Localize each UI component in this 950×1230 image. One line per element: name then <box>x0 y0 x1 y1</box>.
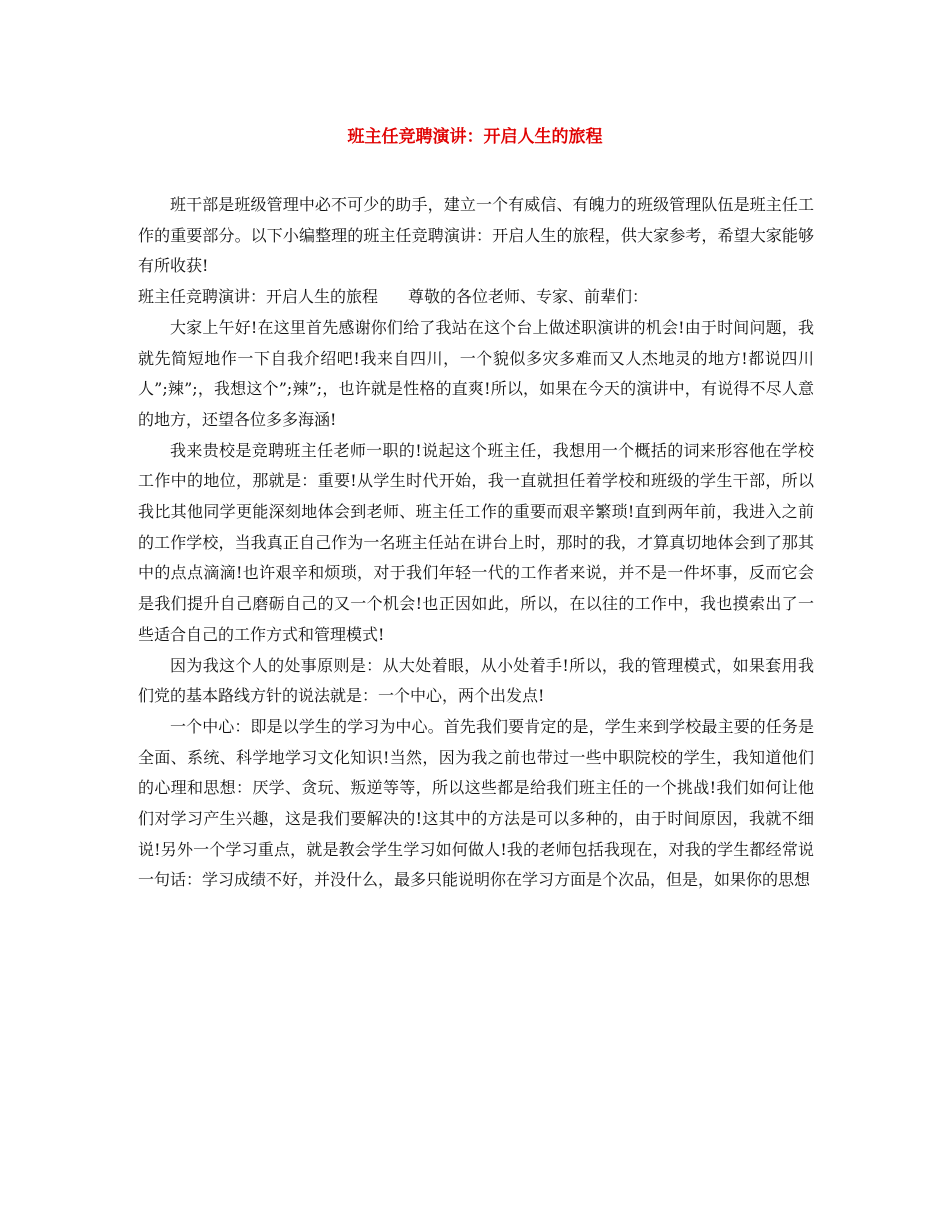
paragraph-position: 我来贵校是竞聘班主任老师一职的!说起这个班主任，我想用一个概括的词来形容他在学校工作中的地位，那就是：重要!从学生时代开始，我一直就担任着学校和班级的学生干部，所以我比其他同学更能深刻地体会到老师、班主任工作的重要而艰辛繁琐!直到两年前，我进入之前的工作学校，当我真正自己作为一名班主任站在讲台上时，那时的我，才算真切地体会到了那其中的点点滴滴!也许艰辛和烦琐，对于我们年轻一代的工作者来说，并不是一件坏事，反而它会是我们提升自己磨砺自己的又一个机会!也正因如此，所以，在以往的工作中，我也摸索出了一些适合自己的工作方式和管理模式! <box>138 440 814 644</box>
paragraph-greeting: 大家上午好!在这里首先感谢你们给了我站在这个台上做述职演讲的机会!由于时间问题，我就先简短地作一下自我介绍吧!我来自四川，一个貌似多灾多难而又人杰地灵的地方!都说四川人”;辣”;，我想这个”;辣”;，也许就是性格的直爽!所以，如果在今天的演讲中，有说得不尽人意的地方，还望各位多多海涵! <box>138 317 814 429</box>
paragraph-intro: 班干部是班级管理中必不可少的助手，建立一个有威信、有魄力的班级管理队伍是班主任工作的重要部分。以下小编整理的班主任竞聘演讲：开启人生的旅程，供大家参考，希望大家能够有所收获! <box>138 195 814 276</box>
speech-heading-title: 班主任竞聘演讲：开启人生的旅程 <box>138 287 379 307</box>
speech-heading-line <box>138 282 814 313</box>
paragraph-principle: 因为我这个人的处事原则是：从大处着眼，从小处着手!所以，我的管理模式，如果套用我们党的基本路线方针的说法就是：一个中心，两个出发点! <box>138 655 814 706</box>
paragraph-one-center: 一个中心：即是以学生的学习为中心。首先我们要肯定的是，学生来到学校最主要的任务是全面、系统、科学地学习文化知识!当然，因为我之前也带过一些中职院校的学生，我知道他们的心理和思想：厌学、贪玩、叛逆等等，所以这些都是给我们班主任的一个挑战!我们如何让他们对学习产生兴趣，这是我们要解决的!这其中的方法是可以多种的，由于时间原因，我就不细说!另外一个学习重点，就是教会学生学习如何做人!我的老师包括我现在，对我的学生都经常说一句话：学习成绩不好，并没什么，最多只能说明你在学习方面是个次品，但是，如果你的思想 <box>138 716 814 890</box>
document-body <box>138 190 814 896</box>
document-title: 班主任竞聘演讲：开启人生的旅程 <box>347 127 603 147</box>
speech-salutation: 尊敬的各位老师、专家、前辈们： <box>408 287 649 307</box>
